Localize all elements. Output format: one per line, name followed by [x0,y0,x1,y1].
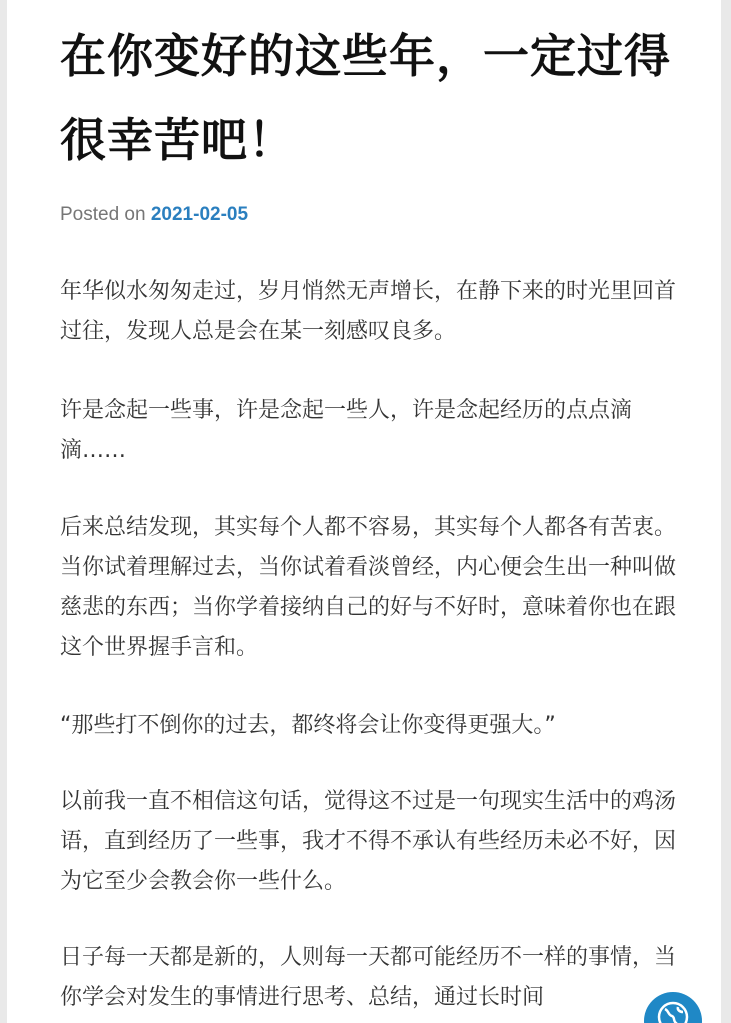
paragraph-1: 年华似水匆匆走过，岁月悄然无声增长，在静下来的时光里回首过往，发现人总是会在某一刻感叹良多。 [60,279,677,344]
article-title: 在你变好的这些年，一定过得很幸苦吧！ [60,29,671,167]
posted-on-label: Posted on [60,204,146,225]
post-date-link[interactable]: 2021-02-05 [150,204,249,225]
post-meta [60,200,248,230]
paragraph-4: “那些打不倒你的过去，都终将会让你变得更强大。” [60,713,556,738]
paragraph-2: 许是念起一些事，许是念起一些人，许是念起经历的点点滴滴…… [60,398,633,463]
paragraph-5: 以前我一直不相信这句话，觉得这不过是一句现实生活中的鸡汤语，直到经历了一些事，我才不得不承认有些经历未必不好，因为它至少会教会你一些什么。 [60,789,677,894]
paragraph-6: 日子每一天都是新的，人则每一天都可能经历不一样的事情，当你学会对发生的事情进行思考、总结，通过长时间 [60,945,677,1010]
paragraph-3: 后来总结发现，其实每个人都不容易，其实每个人都各有苦衷。当你试着理解过去，当你试着看淡曾经，内心便会生出一种叫做慈悲的东西；当你学着接纳自己的好与不好时，意味着你也在跟这个世界握手言和。 [60,515,677,660]
article-page [7,0,721,1023]
